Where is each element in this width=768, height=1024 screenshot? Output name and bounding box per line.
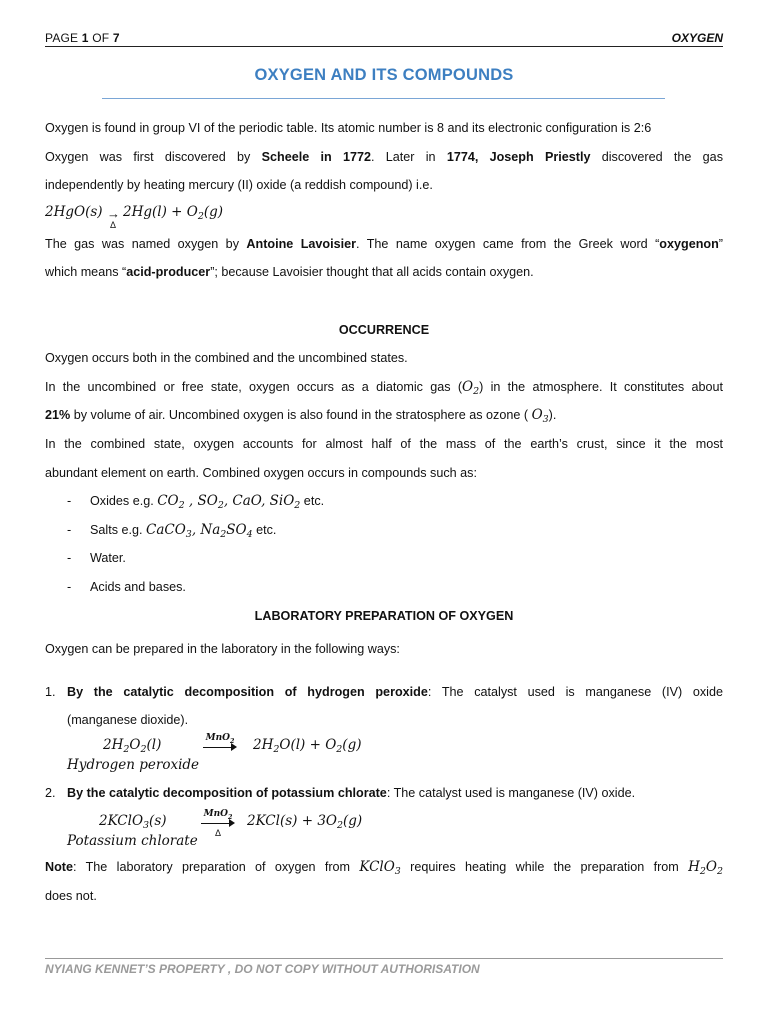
- equation-mercury-oxide: 2HgO(s) → Δ $2Hg(l) + O_2(g)$: [45, 203, 224, 230]
- intro-paragraph-1: Oxygen is found in group VI of the periodic table. Its atomic number is 8 and its electronic configuration is 2:6: [45, 121, 652, 135]
- list-item: - Acids and bases.: [45, 573, 723, 602]
- heat-delta-icon: Δ: [110, 219, 117, 230]
- list-item: - Oxides e.g. $CO_2$ , $SO_2$, CaO, SiO$_2$ etc.: [45, 487, 723, 516]
- page-indicator: PAGE 1 OF 7: [45, 31, 120, 45]
- reaction-arrow-icon: MnO$_2$: [203, 733, 237, 763]
- occurrence-line-1: Oxygen occurs both in the combined and the uncombined states.: [45, 351, 408, 366]
- lab-method-1: 1. By the catalytic decomposition of hydrogen peroxide: The catalyst used is manganese (IV) oxide: [45, 684, 723, 699]
- heading-laboratory-preparation: LABORATORY PREPARATION OF OXYGEN: [254, 608, 514, 623]
- note-line-1: Note: The laboratory preparation of oxygen from KClO$_3$ requires heating while the preparation from $H_2O_2$: [45, 859, 723, 878]
- reaction-arrow-icon: MnO$_2$ Δ: [201, 809, 235, 839]
- header-chapter-title: OXYGEN: [671, 31, 723, 45]
- equation-potassium-chlorate: 2KClO$_3$(s) MnO$_2$ Δ $2KCl(s) + 3O_2(g)$ Potassium chlorate: [67, 809, 363, 850]
- bullet-dash-icon: -: [67, 522, 72, 537]
- document-body: [45, 114, 723, 911]
- list-item: - Salts e.g. CaCO$_3$, $Na_2SO_4$ etc.: [45, 516, 723, 545]
- intro-paragraph-3: independently by heating mercury (II) oxide (a reddish compound) i.e.: [45, 178, 433, 193]
- occurrence-line-2: In the uncombined or free state, oxygen occurs as a diatomic gas $(O_2)$ in the atmosphere. It constitutes about: [45, 378, 723, 397]
- heading-occurrence: OCCURRENCE: [338, 322, 430, 337]
- bullet-dash-icon: -: [67, 551, 72, 566]
- note-line-2: does not.: [45, 889, 97, 904]
- page-header: [45, 30, 723, 47]
- intro-paragraph-2: Oxygen was first discovered by Scheele in 1772. Later in 1774, Joseph Priestly discovered the gas: [45, 149, 723, 164]
- occurrence-line-5: abundant element on earth. Combined oxygen occurs in compounds such as:: [45, 465, 477, 480]
- intro-paragraph-4: The gas was named oxygen by Antoine Lavoisier. The name oxygen came from the Greek word “oxygenon”: [45, 236, 723, 251]
- bullet-dash-icon: -: [67, 494, 72, 509]
- bullet-dash-icon: -: [67, 579, 72, 594]
- lab-method-2: 2. By the catalytic decomposition of potassium chlorate: The catalyst used is manganese (IV) oxide.: [45, 785, 636, 800]
- list-item: - Water.: [45, 544, 723, 573]
- title-divider: [102, 98, 665, 99]
- intro-paragraph-5: which means “acid-producer”; because Lavoisier thought that all acids contain oxygen.: [45, 265, 534, 280]
- lab-method-1-continued: (manganese dioxide).: [67, 713, 189, 728]
- heat-delta-icon: Δ: [214, 828, 221, 839]
- compound-label-hydrogen-peroxide: Hydrogen peroxide: [67, 756, 200, 773]
- document-title: OXYGEN AND ITS COMPOUNDS: [254, 66, 514, 84]
- occurrence-line-3: 21% by volume of air. Uncombined oxygen is also found in the stratosphere as ozone ( $O_3$).: [45, 407, 557, 426]
- equation-hydrogen-peroxide: $2H_2O_2(l)$ MnO$_2$ $2H_2O(l) + O_2(g)$ Hydrogen peroxide: [67, 732, 362, 773]
- compound-label-potassium-chlorate: Potassium chlorate: [67, 833, 198, 850]
- reaction-arrow-icon: →: [107, 205, 120, 221]
- lab-intro: Oxygen can be prepared in the laboratory in the following ways:: [45, 642, 400, 657]
- page-footer: NYIANG KENNET’S PROPERTY , DO NOT COPY WITHOUT AUTHORISATION: [45, 958, 723, 976]
- occurrence-line-4: In the combined state, oxygen accounts for almost half of the mass of the earth’s crust, since it the most: [45, 436, 723, 451]
